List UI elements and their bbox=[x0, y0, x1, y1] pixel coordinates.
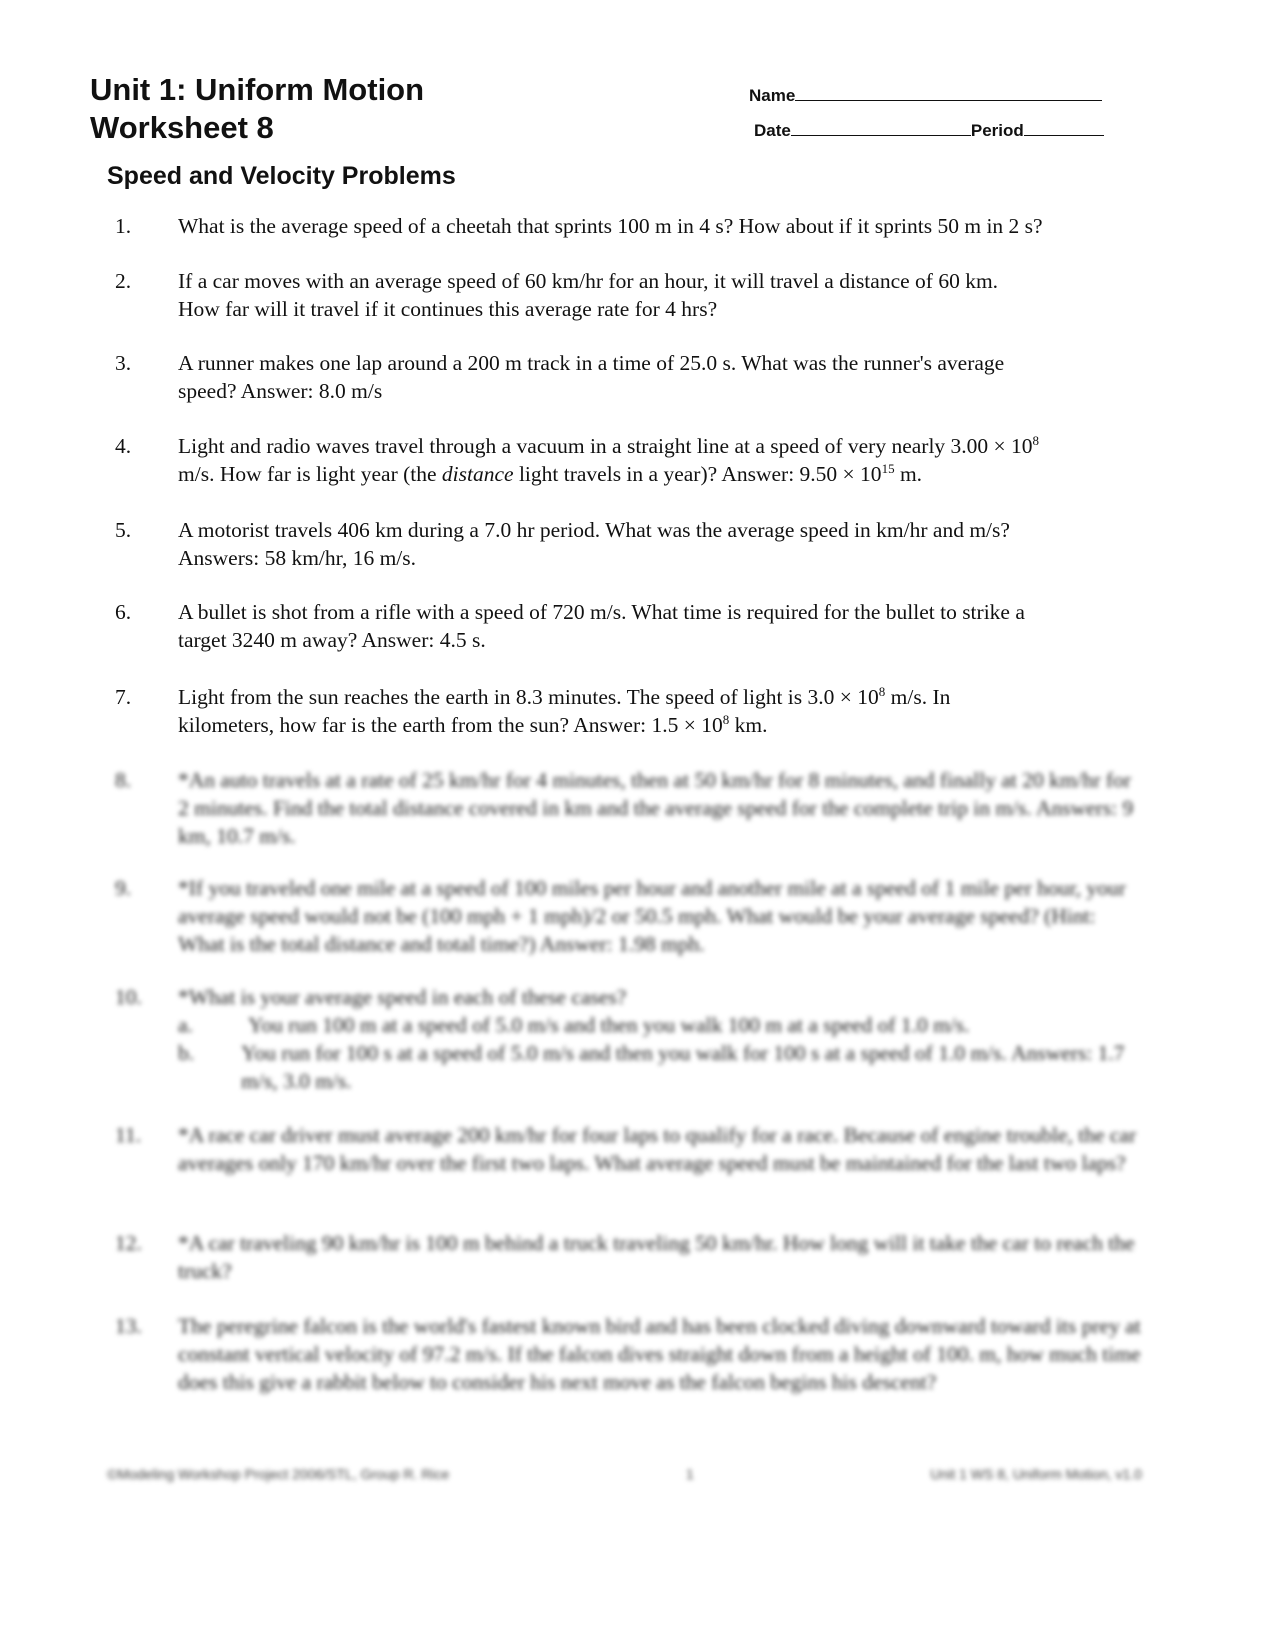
text-segment: *A car traveling 90 km/hr is 100 m behind a truck traveling 50 km/hr. How long will it take the car to reach the truck? bbox=[178, 1231, 1135, 1283]
problem-number: 2. bbox=[115, 269, 132, 293]
problem-text bbox=[178, 267, 1143, 323]
problem-number: 4. bbox=[115, 434, 132, 458]
date-label: Date bbox=[754, 121, 791, 140]
period-blank[interactable] bbox=[1024, 121, 1104, 136]
exponent: 8 bbox=[1032, 432, 1040, 448]
problem-number: 5. bbox=[115, 518, 132, 542]
text-segment: kilometers, how far is the earth from the sun? Answer: 1.5 × 10 bbox=[178, 713, 723, 737]
name-blank[interactable] bbox=[795, 86, 1102, 101]
problem-text bbox=[178, 349, 1143, 405]
sub-label: a. bbox=[178, 1013, 193, 1037]
problem-text bbox=[178, 766, 1143, 850]
sub-question bbox=[178, 1039, 1143, 1095]
problem-text bbox=[178, 212, 1143, 240]
text-segment: light travels in a year)? Answer: 9.50 × 10 bbox=[513, 462, 882, 486]
problem-number: 1. bbox=[115, 214, 132, 238]
problem-text bbox=[178, 1229, 1143, 1285]
problem-number: 13. bbox=[115, 1314, 142, 1338]
text-segment: *What is your average speed in each of these cases? bbox=[178, 985, 627, 1009]
name-label: Name bbox=[749, 86, 796, 105]
emphasis: distance bbox=[441, 462, 514, 486]
problem-text bbox=[178, 1312, 1143, 1396]
problem-text bbox=[178, 516, 1143, 572]
problem-number: 8. bbox=[115, 768, 132, 792]
text-segment: Answers: 58 km/hr, 16 m/s. bbox=[178, 546, 417, 570]
problem-number: 9. bbox=[115, 876, 132, 900]
name-field[interactable] bbox=[749, 86, 1102, 106]
footer-version: Unit 1 WS 8, Uniform Motion, v1.0 bbox=[930, 1466, 1142, 1482]
page-number: 1 bbox=[685, 1466, 694, 1482]
exponent: 8 bbox=[722, 711, 730, 727]
exponent: 15 bbox=[881, 460, 895, 476]
problem-text bbox=[178, 983, 1143, 1095]
problem-text bbox=[178, 1121, 1143, 1177]
text-segment: A bullet is shot from a rifle with a speed of 720 m/s. What time is required for the bullet to strike a bbox=[178, 600, 1025, 624]
sub-text: You run 100 m at a speed of 5.0 m/s and then you walk 100 m at a speed of 1.0 m/s. bbox=[248, 1013, 970, 1037]
worksheet-number: Worksheet 8 bbox=[90, 110, 274, 145]
text-segment: target 3240 m away? Answer: 4.5 s. bbox=[178, 628, 486, 652]
exponent: 8 bbox=[878, 683, 886, 699]
problem-text bbox=[178, 598, 1143, 654]
section-heading: Speed and Velocity Problems bbox=[107, 162, 456, 190]
text-segment: How far will it travel if it continues this average rate for 4 hrs? bbox=[178, 297, 718, 321]
text-segment: m/s. How far is light year (the bbox=[178, 462, 442, 486]
period-label: Period bbox=[970, 121, 1024, 140]
text-segment: *A race car driver must average 200 km/hr for four laps to qualify for a race. Because of engine trouble, the car averages only 170 km/hr over the first two laps. What average speed must be maintained for the last two laps? bbox=[178, 1123, 1137, 1175]
footer-copyright: ©Modeling Workshop Project 2006/STL, Group R. Rice bbox=[107, 1466, 450, 1482]
problem-text bbox=[178, 683, 1143, 739]
date-blank[interactable] bbox=[791, 121, 971, 136]
sub-text: You run for 100 s at a speed of 5.0 m/s and then you walk for 100 s at a speed of 1.0 m/s. Answers: 1.7 m/s, 3.0 m/s. bbox=[241, 1041, 1125, 1093]
sub-question bbox=[178, 1011, 1143, 1039]
problem-number: 6. bbox=[115, 600, 132, 624]
text-segment: km. bbox=[729, 713, 768, 737]
sub-label: b. bbox=[178, 1041, 195, 1065]
problem-number: 10. bbox=[115, 985, 142, 1009]
problem-number: 12. bbox=[115, 1231, 142, 1255]
problem-text bbox=[178, 432, 1143, 488]
text-segment: speed? Answer: 8.0 m/s bbox=[178, 379, 383, 403]
problem-number: 7. bbox=[115, 685, 132, 709]
problem-text bbox=[178, 874, 1143, 958]
text-segment: *If you traveled one mile at a speed of 100 miles per hour and another mile at a speed of 1 mile per hour, your average speed would not be (100 mph + 1 mph)/2 or 50.5 mph. What would be your average speed? (Hint: What is the total distance and total time?) Answer: 1.98 mph. bbox=[178, 876, 1126, 956]
date-period-field[interactable] bbox=[754, 121, 1104, 141]
text-segment: m/s. In bbox=[885, 685, 951, 709]
text-segment: What is the average speed of a cheetah that sprints 100 m in 4 s? How about if it sprints 50 m in 2 s? bbox=[178, 214, 1043, 238]
text-segment: If a car moves with an average speed of 60 km/hr for an hour, it will travel a distance of 60 km. bbox=[178, 269, 999, 293]
text-segment: *An auto travels at a rate of 25 km/hr for 4 minutes, then at 50 km/hr for 8 minutes, and finally at 20 km/hr for 2 minutes. Find the total distance covered in km and the average speed for the complete trip in m/s. Answers: 9 km, 10.7 m/s. bbox=[178, 768, 1134, 848]
problem-number: 11. bbox=[115, 1123, 142, 1147]
problem-number: 3. bbox=[115, 351, 132, 375]
text-segment: Light and radio waves travel through a vacuum in a straight line at a speed of very nearly 3.00 × 10 bbox=[178, 434, 1033, 458]
text-segment: m. bbox=[894, 462, 923, 486]
text-segment: The peregrine falcon is the world's fastest known bird and has been clocked diving downward toward its prey at constant vertical velocity of 97.2 m/s. If the falcon dives straight down from a height of 100. m, how much time does this give a rabbit below to consider his next move as the falcon begins his descent? bbox=[178, 1314, 1141, 1394]
text-segment: A runner makes one lap around a 200 m track in a time of 25.0 s. What was the runner's average bbox=[178, 351, 1005, 375]
text-segment: Light from the sun reaches the earth in 8.3 minutes. The speed of light is 3.0 × 10 bbox=[178, 685, 879, 709]
footer bbox=[107, 1466, 1142, 1482]
worksheet-title: Unit 1: Uniform Motion bbox=[90, 72, 425, 107]
text-segment: A motorist travels 406 km during a 7.0 hr period. What was the average speed in km/hr and m/s? bbox=[178, 518, 1010, 542]
